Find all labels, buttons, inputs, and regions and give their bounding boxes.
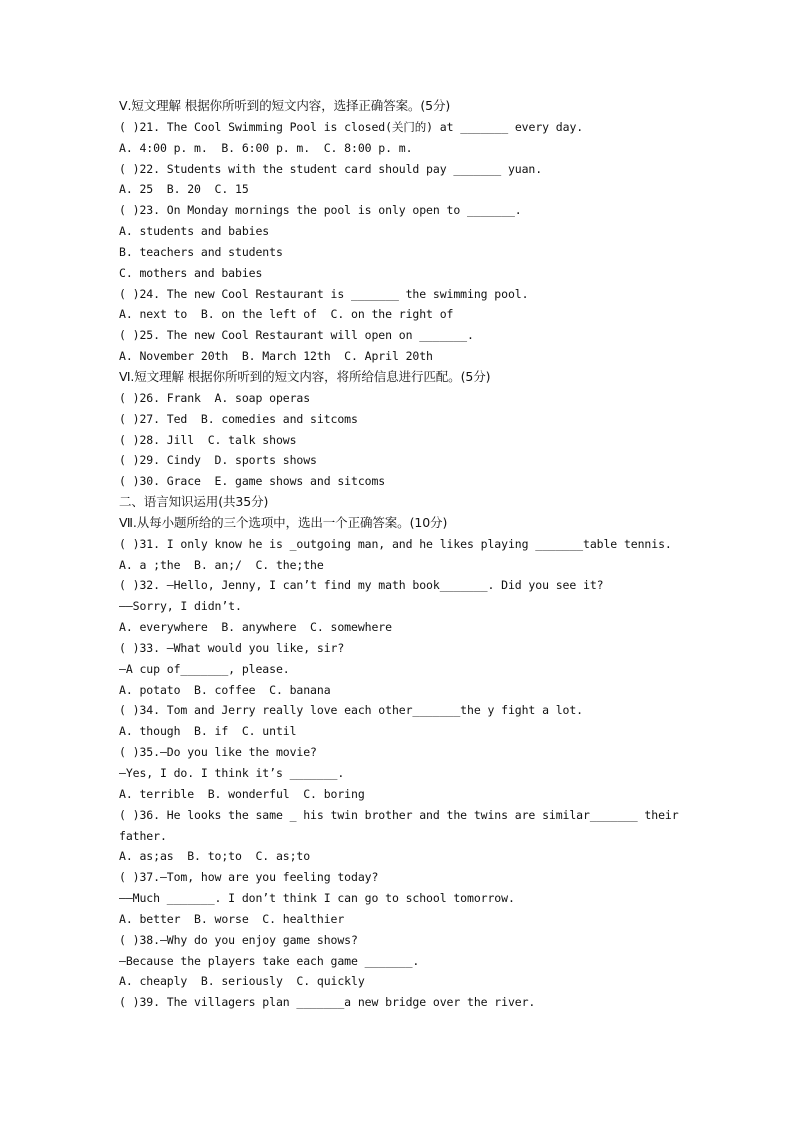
q36-stem: ( )36. He looks the same _ his twin brother and the twins are similar_______ their xyxy=(119,807,679,822)
q23-option-b: B. teachers and students xyxy=(119,244,283,259)
q22-stem: ( )22. Students with the student card should pay _______ yuan. xyxy=(119,161,543,176)
section-5-heading: Ⅴ.短文理解 根据你所听到的短文内容，选择正确答案。(5分) xyxy=(119,98,451,113)
q23-stem: ( )23. On Monday mornings the pool is only open to _______. xyxy=(119,203,522,218)
q32-options: A. everywhere B. anywhere C. somewhere xyxy=(119,620,392,635)
q37-options: A. better B. worse C. healthier xyxy=(119,911,345,926)
match-row-30: ( )30. Grace E. game shows and sitcoms xyxy=(119,474,386,489)
match-row-27: ( )27. Ted B. comedies and sitcoms xyxy=(119,411,358,426)
q33-stem: ( )33. —What would you like, sir? xyxy=(119,640,345,655)
q21-stem: ( )21. The Cool Swimming Pool is closed(关门的) at _______ every day. xyxy=(119,119,584,134)
q34-stem: ( )34. Tom and Jerry really love each other_______the y fight a lot. xyxy=(119,703,584,718)
q25-stem: ( )25. The new Cool Restaurant will open on _______. xyxy=(119,328,474,343)
q38-stem: ( )38.—Why do you enjoy game shows? xyxy=(119,932,358,947)
match-row-28: ( )28. Jill C. talk shows xyxy=(119,432,297,447)
document-page xyxy=(119,96,699,1013)
q24-options: A. next to B. on the left of C. on the right of xyxy=(119,307,454,322)
q38-reply: —Because the players take each game _______. xyxy=(119,953,420,968)
q35-options: A. terrible B. wonderful C. boring xyxy=(119,786,365,801)
part-2-heading: 二、语言知识运用(共35分) xyxy=(119,494,269,510)
q31-stem: ( )31. I only know he is _outgoing man, and he likes playing _______table tennis. xyxy=(119,536,672,551)
q35-stem: ( )35.—Do you like the movie? xyxy=(119,745,317,760)
q32-stem: ( )32. —Hello, Jenny, I can’t find my math book_______. Did you see it? xyxy=(119,578,604,593)
q25-options: A. November 20th B. March 12th C. April 20th xyxy=(119,349,433,364)
q24-stem: ( )24. The new Cool Restaurant is _______ the swimming pool. xyxy=(119,286,529,301)
q39-stem: ( )39. The villagers plan _______a new bridge over the river. xyxy=(119,995,536,1010)
q21-options: A. 4:00 p. m. B. 6:00 p. m. C. 8:00 p. m. xyxy=(119,140,413,155)
q37-stem: ( )37.—Tom, how are you feeling today? xyxy=(119,870,379,885)
q23-option-c: C. mothers and babies xyxy=(119,265,263,280)
q22-options: A. 25 B. 20 C. 15 xyxy=(119,182,249,197)
q23-option-a: A. students and babies xyxy=(119,224,270,239)
q33-options: A. potato B. coffee C. banana xyxy=(119,682,331,697)
q37-reply: ——Much _______. I don’t think I can go to school tomorrow. xyxy=(119,891,515,906)
match-row-29: ( )29. Cindy D. sports shows xyxy=(119,453,317,468)
q34-options: A. though B. if C. until xyxy=(119,724,297,739)
match-row-26: ( )26. Frank A. soap operas xyxy=(119,390,311,405)
q36-stem-continued: father. xyxy=(119,828,167,843)
q35-reply: —Yes, I do. I think it’s _______. xyxy=(119,766,345,780)
section-7-heading: Ⅶ.从每小题所给的三个选项中，选出一个正确答案。(10分) xyxy=(119,514,448,530)
q38-options: A. cheaply B. seriously C. quickly xyxy=(119,974,365,989)
section-6-heading: Ⅵ.短文理解 根据你所听到的短文内容，将所给信息进行匹配。(5分) xyxy=(119,368,491,384)
q32-reply: ——Sorry, I didn’t. xyxy=(119,599,242,614)
q31-options: A. a ;the B. an;/ C. the;the xyxy=(119,557,324,572)
q36-options: A. as;as B. to;to C. as;to xyxy=(119,849,311,864)
q33-reply: —A cup of_______, please. xyxy=(119,661,290,676)
